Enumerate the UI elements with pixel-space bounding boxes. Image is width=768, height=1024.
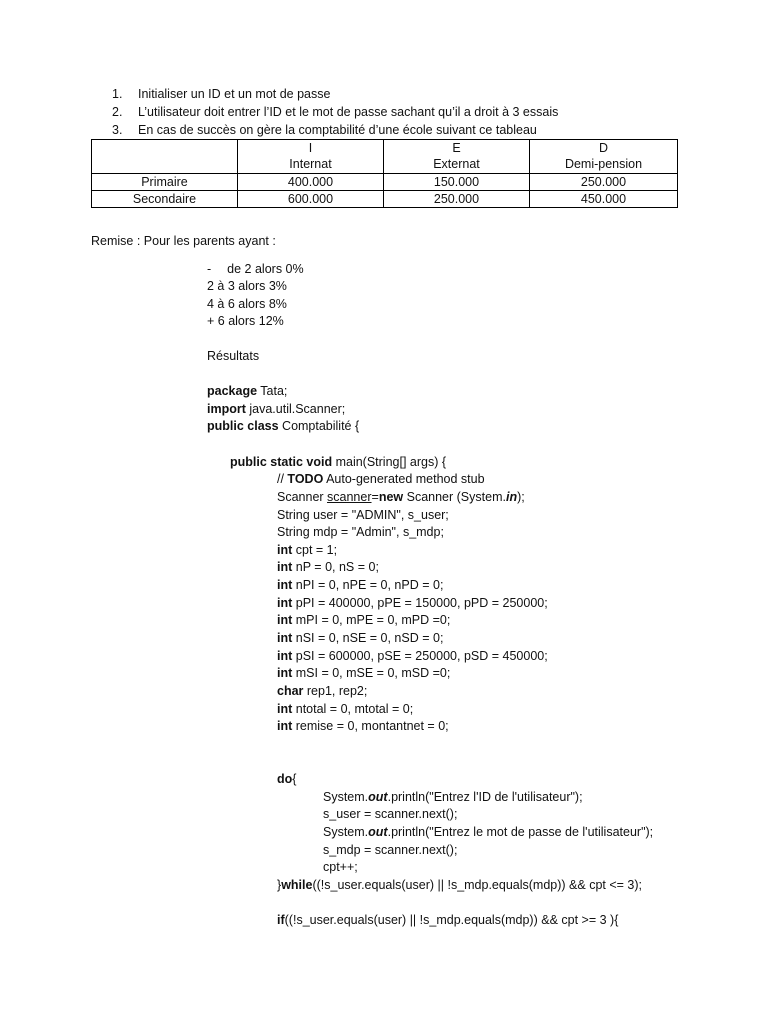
- code-line: import java.util.Scanner;: [207, 402, 346, 416]
- remise-item: - de 2 alors 0%: [207, 262, 304, 276]
- list-item: 1. Initialiser un ID et un mot de passe: [112, 87, 331, 101]
- code-line: String mdp = "Admin", s_mdp;: [277, 525, 444, 539]
- code-line: int mSI = 0, mSE = 0, mSD =0;: [277, 666, 451, 680]
- list-item: 2. L’utilisateur doit entrer l’ID et le mot de passe sachant qu’il a droit à 3 essais: [112, 105, 559, 119]
- code-line: System.out.println("Entrez le mot de passe de l'utilisateur");: [323, 825, 654, 839]
- resultats-heading: Résultats: [207, 349, 260, 363]
- code-line: s_user = scanner.next();: [323, 807, 458, 821]
- code-line: s_mdp = scanner.next();: [323, 843, 458, 857]
- row-label: Secondaire: [92, 191, 238, 208]
- remise-item: 4 à 6 alors 8%: [207, 297, 287, 311]
- code-line: public static void main(String[] args) {: [230, 455, 447, 469]
- code-line: package Tata;: [207, 384, 288, 398]
- code-line: System.out.println("Entrez l'ID de l'utilisateur");: [323, 790, 583, 804]
- list-item: 3. En cas de succès on gère la comptabilité d’une école suivant ce tableau: [112, 123, 537, 137]
- table-cell: 400.000: [238, 174, 384, 191]
- table-cell: 250.000: [384, 191, 530, 208]
- remise-title: Remise : Pour les parents ayant :: [91, 234, 276, 248]
- code-line: // TODO Auto-generated method stub: [277, 472, 485, 486]
- table-header-cell: [92, 140, 238, 174]
- table-row: [92, 191, 678, 208]
- table-row: [92, 174, 678, 191]
- code-line: int nSI = 0, nSE = 0, nSD = 0;: [277, 631, 444, 645]
- code-line: int remise = 0, montantnet = 0;: [277, 719, 449, 733]
- code-line: public class Comptabilité {: [207, 419, 360, 433]
- code-line: Scanner scanner=new Scanner (System.in);: [277, 490, 525, 504]
- code-line: cpt++;: [323, 860, 358, 874]
- table-header-cell: I Internat: [238, 140, 384, 174]
- table-cell: 150.000: [384, 174, 530, 191]
- steps-list: [112, 85, 558, 139]
- code-line: int cpt = 1;: [277, 543, 338, 557]
- code-line: int pSI = 600000, pSE = 250000, pSD = 450000;: [277, 649, 548, 663]
- code-line: int nP = 0, nS = 0;: [277, 560, 379, 574]
- code-line: int nPI = 0, nPE = 0, nPD = 0;: [277, 578, 444, 592]
- remise-item: 2 à 3 alors 3%: [207, 279, 287, 293]
- table-header-row: [92, 140, 678, 174]
- code-line: String user = "ADMIN", s_user;: [277, 508, 449, 522]
- code-line: char rep1, rep2;: [277, 684, 368, 698]
- table-cell: 600.000: [238, 191, 384, 208]
- code-line: }while((!s_user.equals(user) || !s_mdp.equals(mdp)) && cpt <= 3);: [277, 878, 643, 892]
- row-label: Primaire: [92, 174, 238, 191]
- table-header-cell: D Demi-pension: [530, 140, 678, 174]
- code-line: do{: [277, 772, 297, 786]
- remise-item: + 6 alors 12%: [207, 314, 284, 328]
- table-header-cell: E Externat: [384, 140, 530, 174]
- code-line: int pPI = 400000, pPE = 150000, pPD = 250000;: [277, 596, 548, 610]
- table-cell: 250.000: [530, 174, 678, 191]
- code-line: int ntotal = 0, mtotal = 0;: [277, 702, 414, 716]
- code-line: if((!s_user.equals(user) || !s_mdp.equals(mdp)) && cpt >= 3 ){: [277, 913, 619, 927]
- code-line: int mPI = 0, mPE = 0, mPD =0;: [277, 613, 451, 627]
- table-cell: 450.000: [530, 191, 678, 208]
- pricing-table: [91, 139, 678, 208]
